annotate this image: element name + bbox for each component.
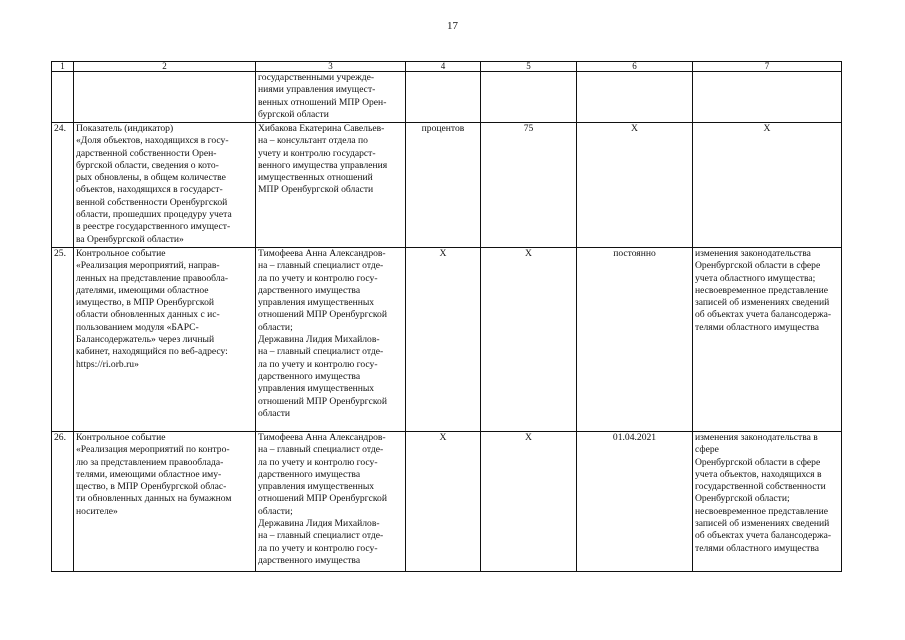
risk-cell: Х	[693, 123, 842, 248]
deadline-cell: 01.04.2021	[577, 432, 693, 572]
header-cell-7: 7	[693, 62, 842, 72]
table-row-24	[52, 123, 842, 248]
responsible-cell: Тимофеева Анна Александров- на – главный специалист отде- ла по учету и контролю госу- дарственного имущества управления имущественных отношений МПР Оренбургской области; Державина Лидия Михайлов- на – главный специалист отде- ла по учету и контролю госу- дарственного имущества	[256, 432, 406, 572]
header-cell-4: 4	[406, 62, 481, 72]
deadline-cell: постоянно	[577, 248, 693, 432]
row-number: 25.	[52, 248, 74, 432]
header-cell-3: 3	[256, 62, 406, 72]
indicator-cell: Контрольное событие «Реализация мероприятий по контро- лю за представлением правооблада- телями, имеющими областное иму- щество, в МПР Оренбургской облас- ти обновленных данных на бумажном носителе»	[74, 432, 256, 572]
header-cell-5: 5	[481, 62, 577, 72]
responsible-cell: Хибакова Екатерина Савельев- на – консультант отдела по учету и контролю государст- венного имущества управления имущественных отношений МПР Оренбургской области	[256, 123, 406, 248]
table-row-continued	[52, 72, 842, 123]
risk-cell	[693, 72, 842, 123]
indicator-cell	[74, 72, 256, 123]
page-number: 17	[447, 20, 458, 32]
deadline-cell: Х	[577, 123, 693, 248]
unit-cell: процентов	[406, 123, 481, 248]
value-cell: Х	[481, 248, 577, 432]
indicator-cell: Показатель (индикатор) «Доля объектов, находящихся в госу- дарственной собственности Орен- бургской области, сведения о кото- рых обновлены, в общем количестве объектов, находящихся в государст- венной собственности Оренбургской области, прошедших процедуру учета в реестре государственного имущест- ва Оренбургской области»	[74, 123, 256, 248]
risk-cell: изменения законодательства в сфере Оренбургской области в сфере учета объектов, находящихся в государственной собственности Оренбургской области; несвоевременное представление записей об изменениях сведений об объектах учета балансодержа- телями областного имущества	[693, 432, 842, 572]
unit-cell: Х	[406, 432, 481, 572]
value-cell: 75	[481, 123, 577, 248]
responsible-cell: государственными учрежде- ниями управления имущест- венных отношений МПР Орен- бургской области	[256, 72, 406, 123]
header-cell-6: 6	[577, 62, 693, 72]
indicator-cell: Контрольное событие «Реализация мероприятий, направ- ленных на представление правообла- дателями, имеющими областное имущество, в МПР Оренбургской области обновленных данных с ис- пользованием модуля «БАРС- Балансодержатель» через личный кабинет, находящийся по веб-адресу: https://ri.orb.ru»	[74, 248, 256, 432]
unit-cell: Х	[406, 248, 481, 432]
header-cell-2: 2	[74, 62, 256, 72]
header-cell-1: 1	[52, 62, 74, 72]
row-number: 26.	[52, 432, 74, 572]
value-cell: Х	[481, 432, 577, 572]
table-row-25	[52, 248, 842, 432]
row-number: 24.	[52, 123, 74, 248]
deadline-cell	[577, 72, 693, 123]
data-table	[51, 61, 842, 572]
risk-cell: изменения законодательства Оренбургской области в сфере учета областного имущества; несвоевременное представление записей об изменениях сведений об объектах учета балансодержа- телями областного имущества	[693, 248, 842, 432]
unit-cell	[406, 72, 481, 123]
value-cell	[481, 72, 577, 123]
header-row	[52, 62, 842, 72]
table-row-26	[52, 432, 842, 572]
row-number	[52, 72, 74, 123]
responsible-cell: Тимофеева Анна Александров- на – главный специалист отде- ла по учету и контролю госу- дарственного имущества управления имущественных отношений МПР Оренбургской области; Державина Лидия Михайлов- на – главный специалист отде- ла по учету и контролю госу- дарственного имущества управления имущественных отношений МПР Оренбургской области	[256, 248, 406, 432]
